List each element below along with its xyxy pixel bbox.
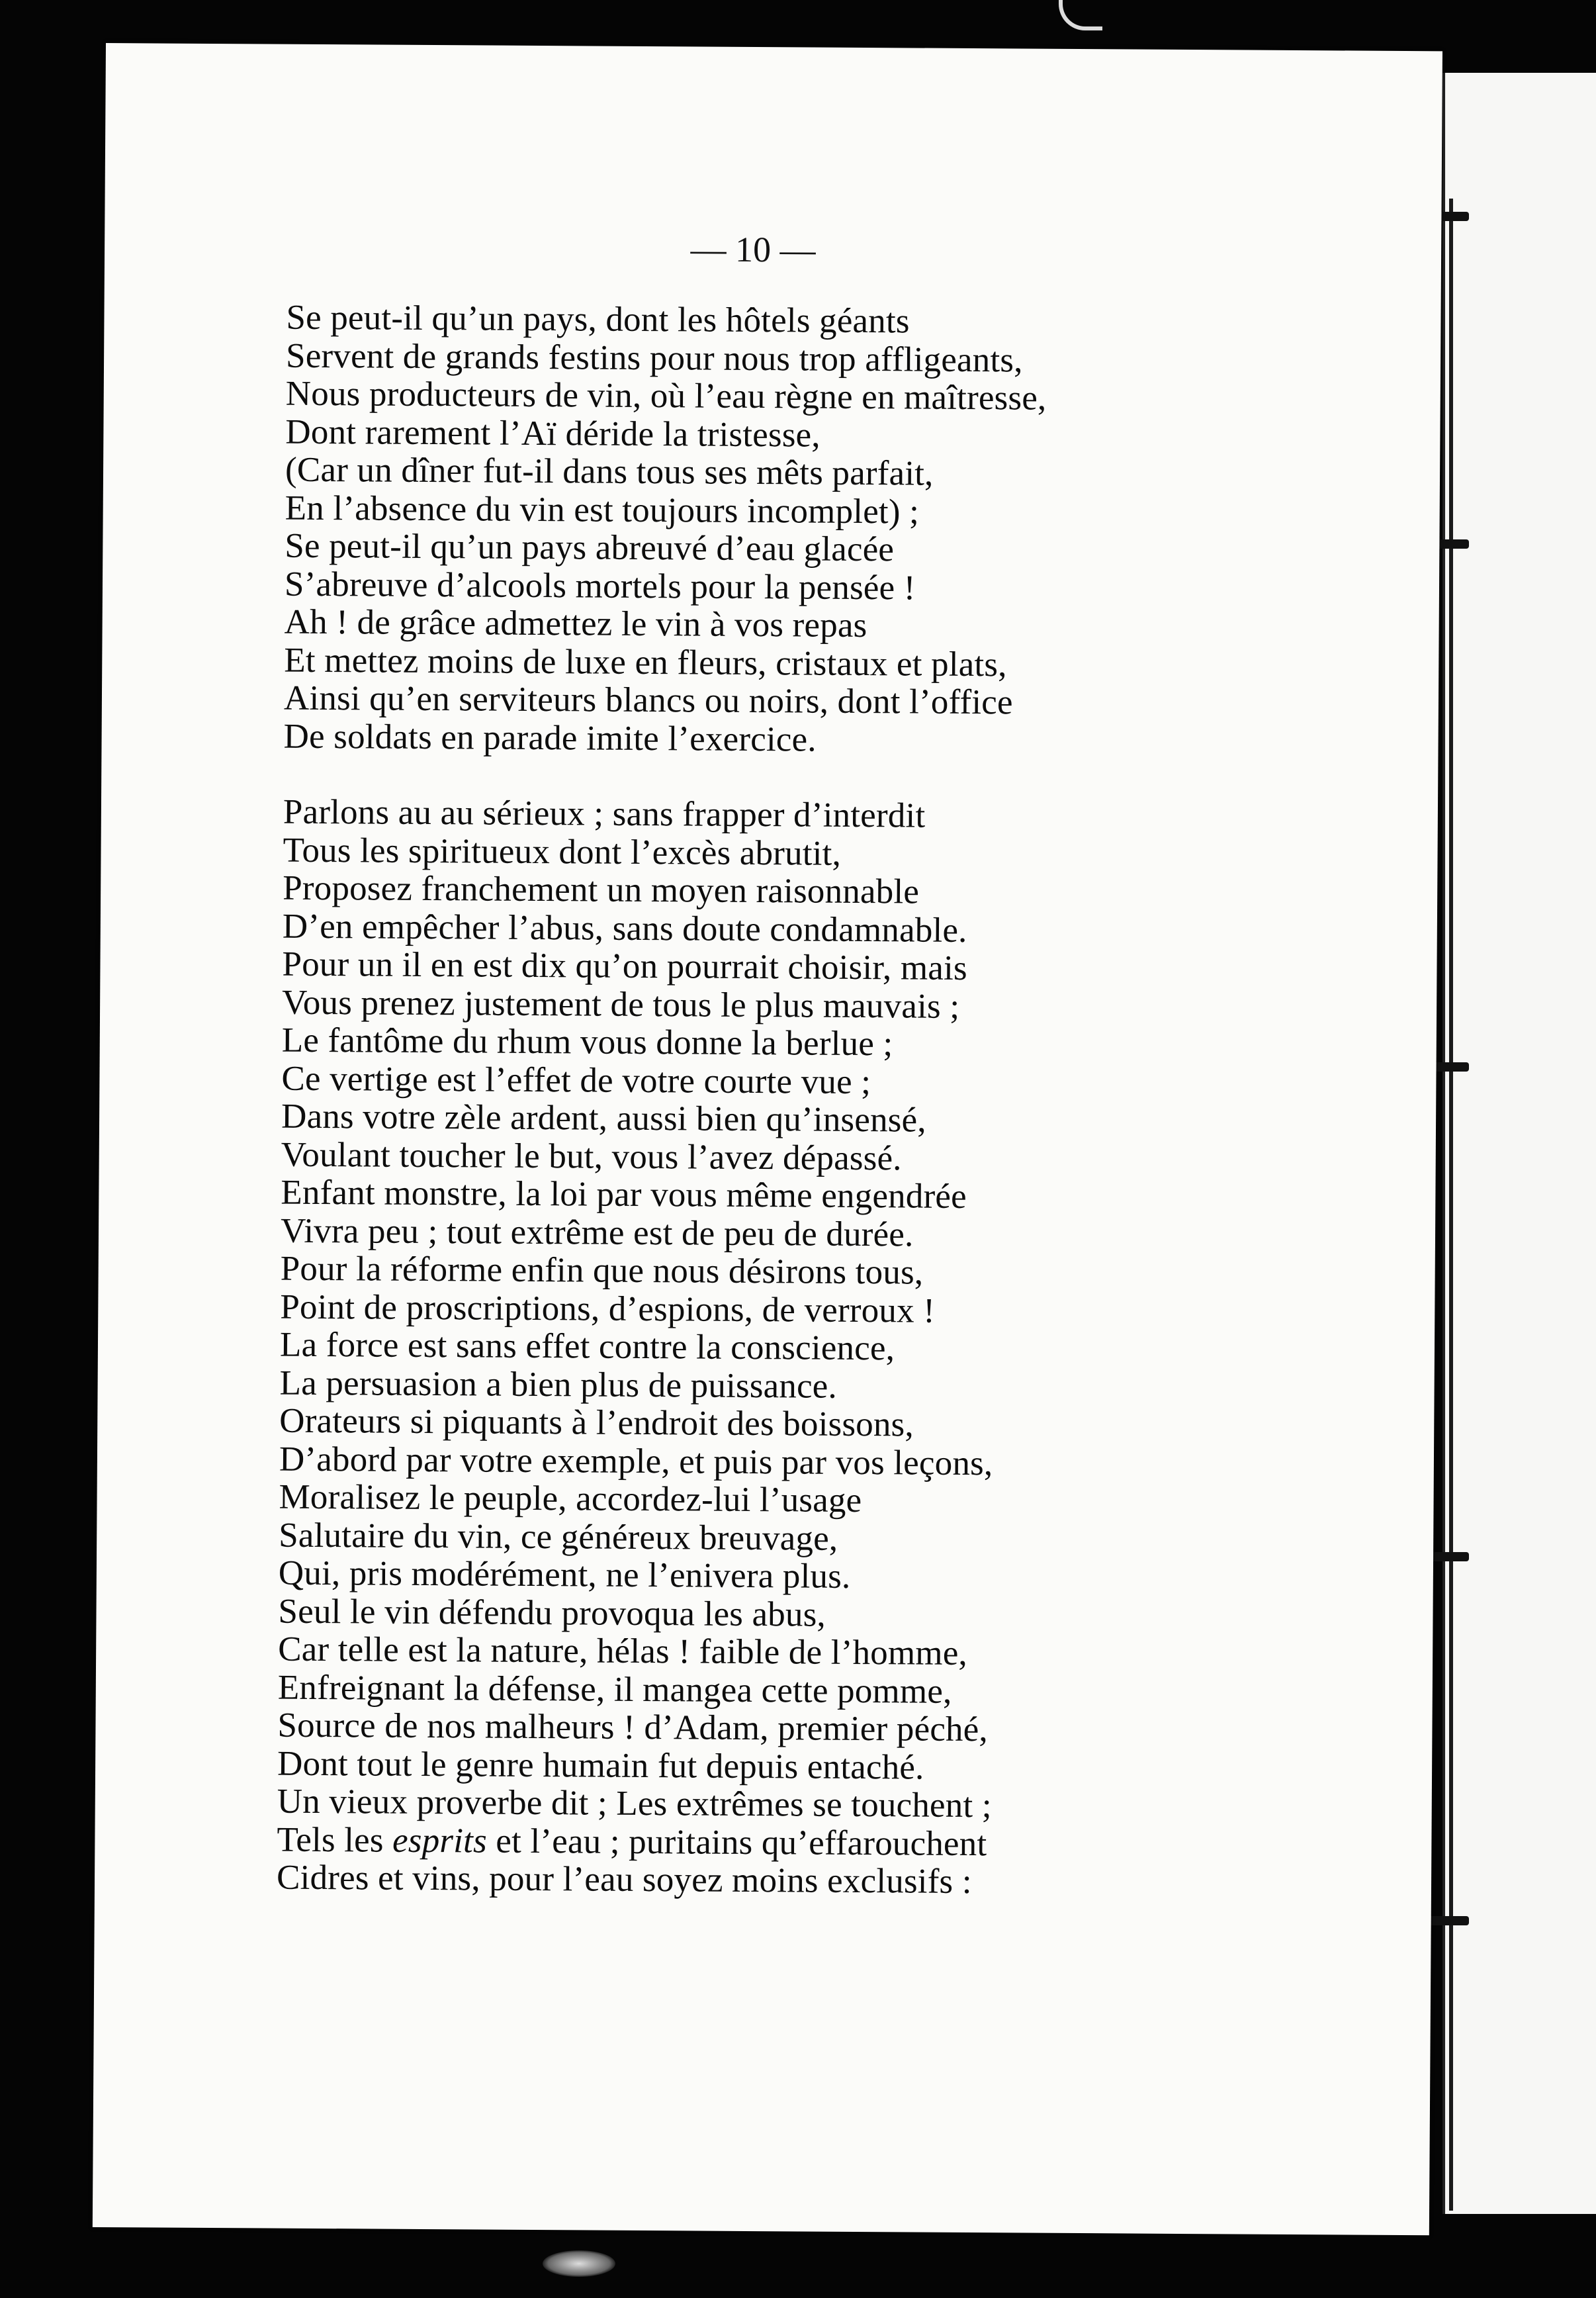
verse-line: Pour la réforme enfin que nous désirons tous,	[280, 1249, 924, 1292]
verse-line: Ce vertige est l’effet de votre courte vue ;	[281, 1059, 871, 1101]
page-number: — 10 —	[690, 229, 816, 270]
verse-line: Le fantôme du rhum vous donne la berlue ;	[281, 1021, 893, 1064]
binding-spine	[1449, 199, 1453, 2211]
verse-line: Proposez franchement un moyen raisonnable	[283, 868, 920, 911]
scan-corner-mark	[1059, 0, 1102, 30]
verse-line: La force est sans effet contre la conscience,	[279, 1325, 895, 1368]
verse-line: Se peut-il qu’un pays abreuvé d’eau glacée	[285, 526, 895, 569]
verse-line: Dont tout le genre humain fut depuis entaché.	[277, 1744, 924, 1787]
verse-line: Source de nos malheurs ! d’Adam, premier péché,	[277, 1706, 989, 1749]
verse-line: Vivra peu ; tout extrême est de peu de durée.	[280, 1211, 914, 1254]
verse-line: Enfant monstre, la loi par vous même engendrée	[281, 1173, 967, 1216]
verse-line: Ainsi qu’en serviteurs blancs ou noirs, dont l’office	[283, 678, 1013, 722]
verse-line: Seul le vin défendu provoqua les abus,	[278, 1592, 826, 1634]
verse-line: Pour un il en est dix qu’on pourrait choisir, mais	[282, 944, 968, 988]
facing-page-edge	[1442, 73, 1596, 2214]
stanza	[283, 299, 1318, 762]
book-page	[93, 43, 1442, 2235]
verse-line: (Car un dîner fut-il dans tous ses mêts parfait,	[285, 450, 934, 493]
verse-line: Orateurs si piquants à l’endroit des boissons,	[279, 1401, 914, 1444]
verse-line: D’abord par votre exemple, et puis par vos leçons,	[279, 1440, 993, 1483]
verse-line: Et mettez moins de luxe en fleurs, cristaux et plats,	[284, 641, 1007, 684]
verse-line: S’abreuve d’alcools mortels pour la pensée !	[284, 565, 916, 607]
verse-line: La persuasion a bien plus de puissance.	[279, 1363, 838, 1406]
verse-line: Salutaire du vin, ce généreux breuvage,	[279, 1516, 838, 1558]
verse-line: Voulant toucher le but, vous l’avez dépassé.	[281, 1135, 902, 1177]
verse-line: En l’absence du vin est toujours incomplet) ;	[285, 488, 920, 531]
verse-line: Tels les esprits et l’eau ; puritains qu’effarouchent	[277, 1820, 987, 1863]
verse-line: Car telle est la nature, hélas ! faible de l’homme,	[278, 1630, 968, 1673]
verse-line: Vous prenez justement de tous le plus mauvais ;	[281, 983, 960, 1026]
verse-line: Enfreignant la défense, il mangea cette pomme,	[277, 1668, 952, 1711]
verse-line: De soldats en parade imite l’exercice.	[283, 717, 817, 759]
verse-line: Point de proscriptions, d’espions, de verroux !	[280, 1287, 936, 1330]
verse-line: Servent de grands festins pour nous trop affligeants,	[285, 336, 1023, 379]
verse-line: Qui, pris modérément, ne l’enivera plus.	[278, 1553, 851, 1596]
verse-line: Dont rarement l’Aï déride la tristesse,	[285, 412, 821, 455]
poem-text	[277, 299, 1319, 1904]
verse-line: Cidres et vins, pour l’eau soyez moins exclusifs :	[276, 1858, 972, 1902]
stanza	[277, 794, 1315, 1904]
scan-smudge	[543, 2250, 615, 2277]
verse-line: Un vieux proverbe dit ; Les extrêmes se touchent ;	[277, 1782, 992, 1825]
verse-line: Se peut-il qu’un pays, dont les hôtels géants	[286, 298, 910, 341]
verse-line: D’en empêcher l’abus, sans doute condamnable.	[282, 907, 967, 950]
verse-line: Dans votre zèle ardent, aussi bien qu’insensé,	[281, 1097, 926, 1140]
verse-line: Moralisez le peuple, accordez-lui l’usage	[279, 1477, 862, 1520]
verse-line: Tous les spiritueux dont l’excès abrutit,	[283, 831, 842, 873]
verse-line: Parlons au au sérieux ; sans frapper d’interdit	[283, 792, 926, 835]
verse-line: Nous producteurs de vin, où l’eau règne en maîtresse,	[285, 374, 1047, 418]
verse-line: Ah ! de grâce admettez le vin à vos repas	[284, 602, 867, 645]
